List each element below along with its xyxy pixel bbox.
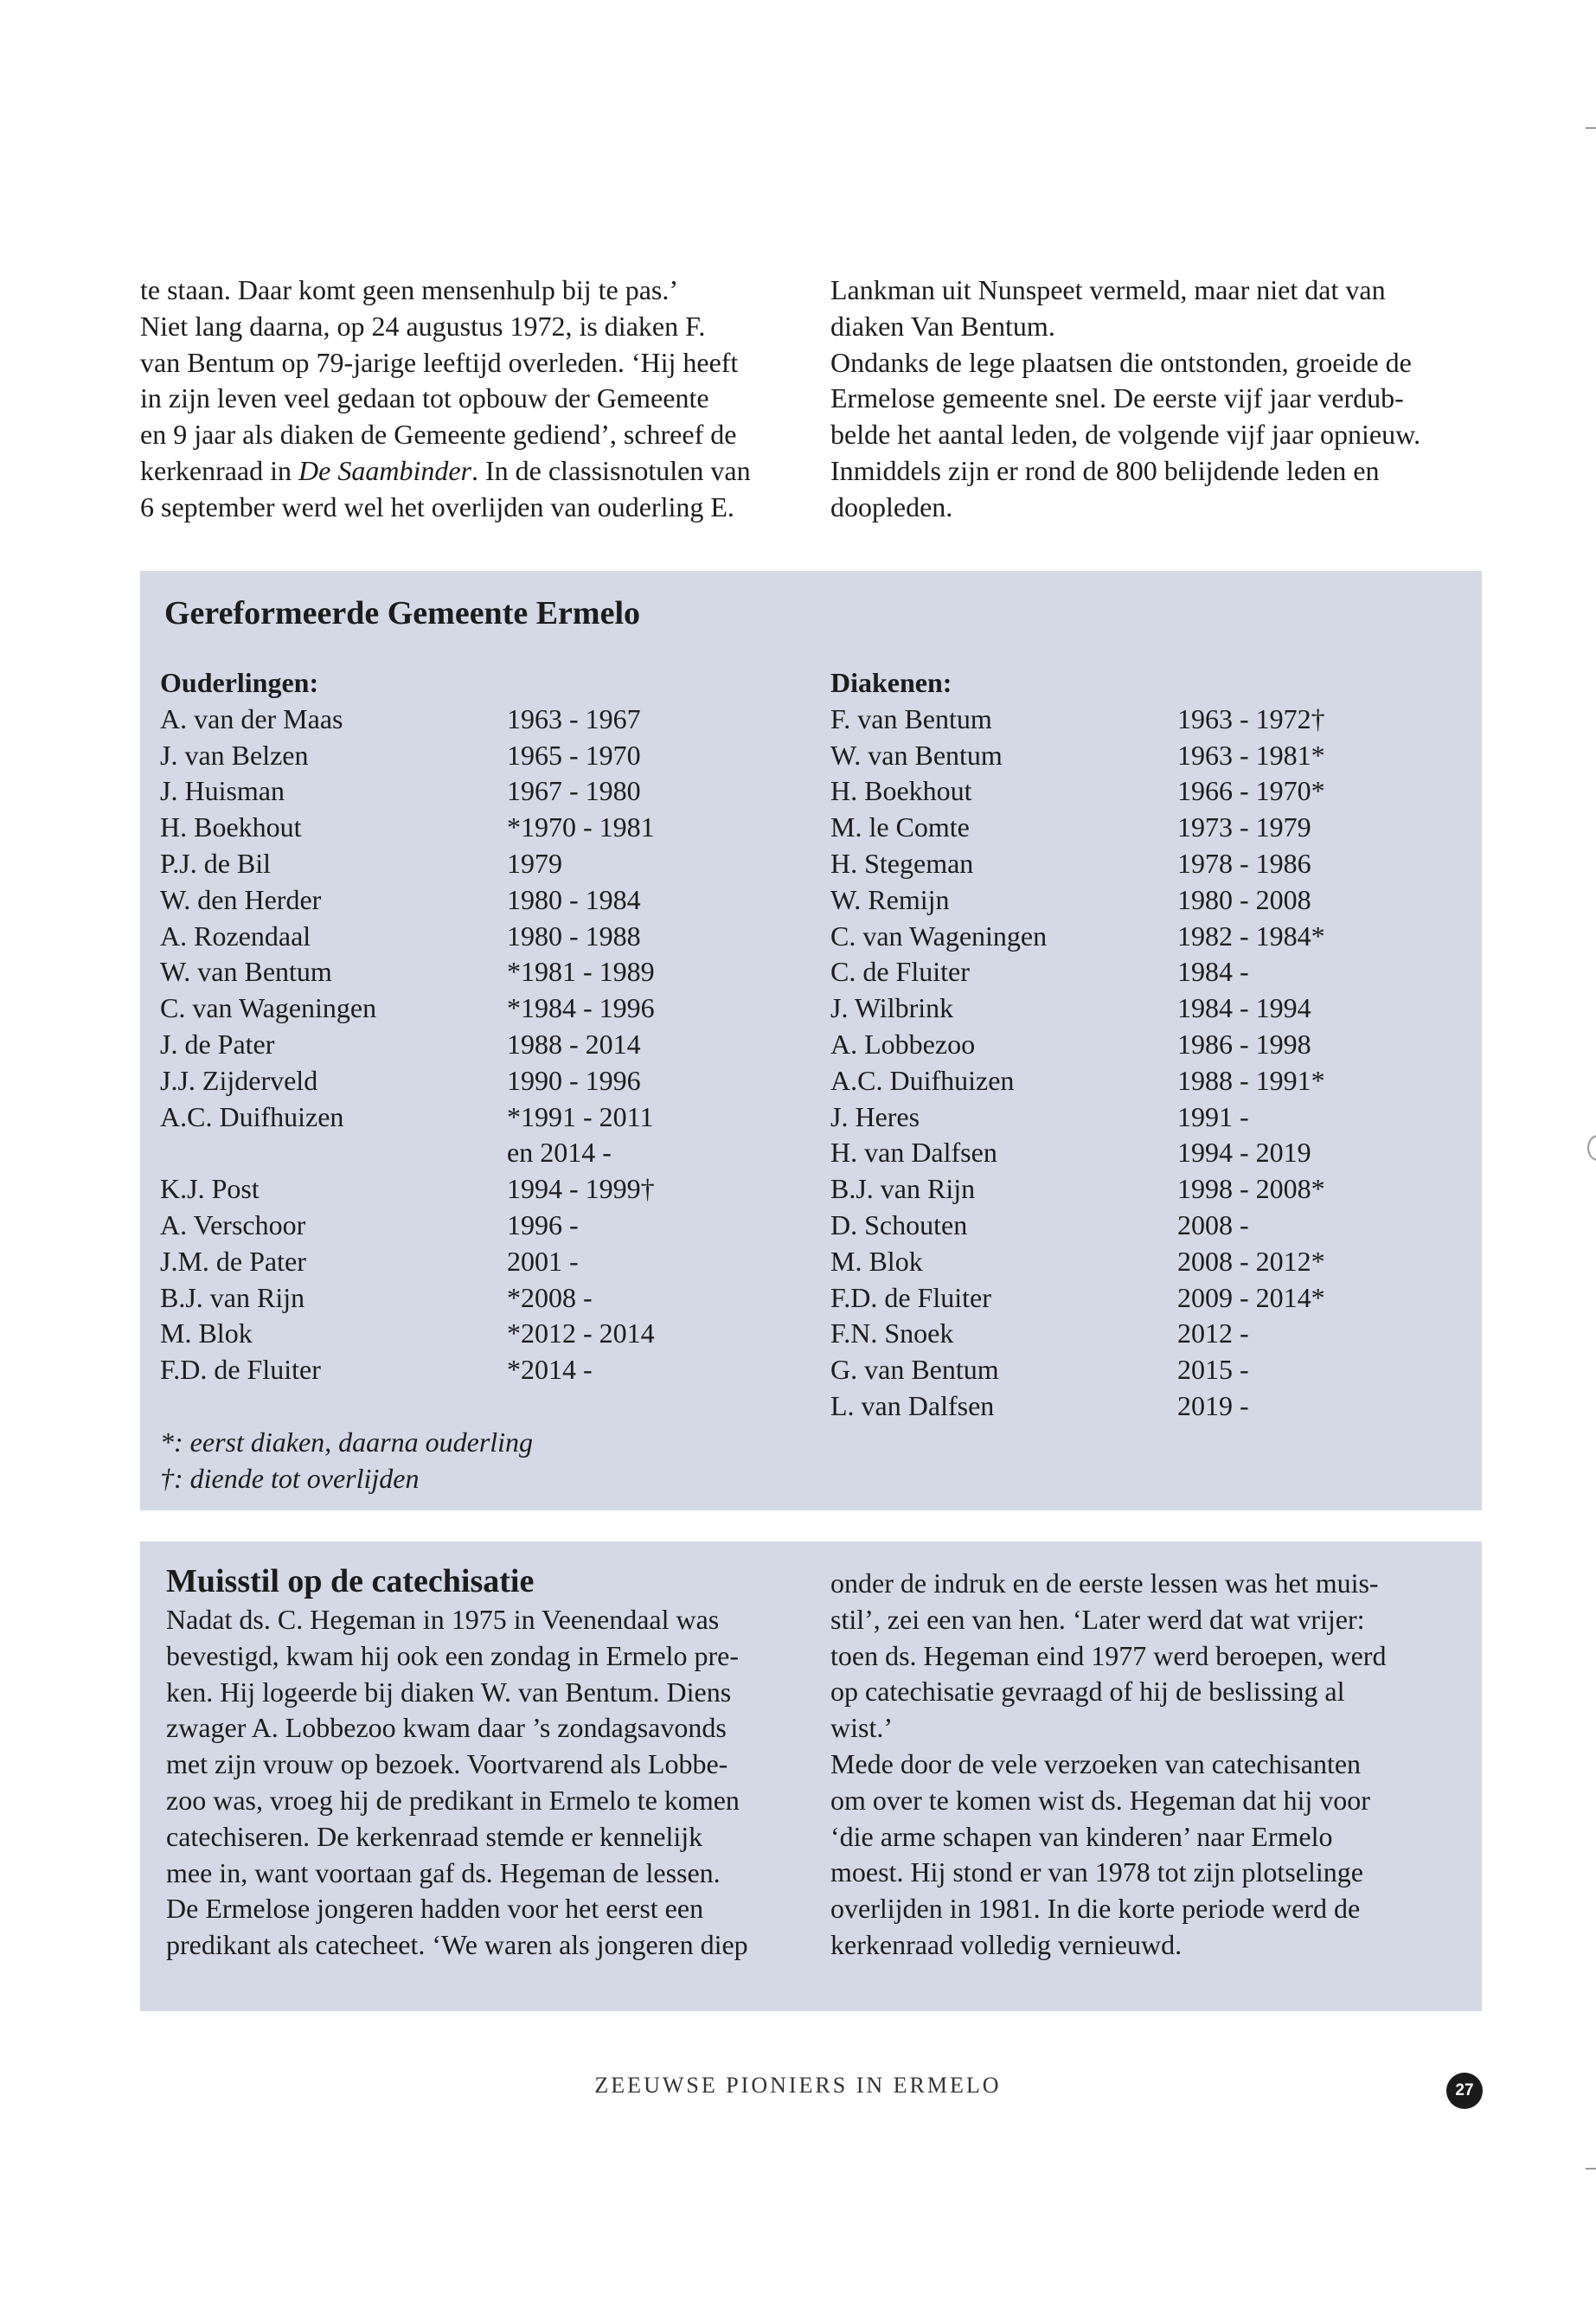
officer-name: H. Boekhout xyxy=(830,775,972,807)
text-line: wist.’ xyxy=(830,1712,893,1744)
officer-term: 1984 - xyxy=(1177,956,1249,988)
officer-term: *1981 - 1989 xyxy=(507,956,655,988)
deacons-heading: Diakenen: xyxy=(830,667,952,698)
text-line: bevestigd, kwam hij ook een zondag in Ermelo pre- xyxy=(166,1639,740,1671)
officer-name: D. Schouten xyxy=(830,1208,968,1240)
officer-term: *2008 - xyxy=(507,1281,593,1313)
officer-name: W. den Herder xyxy=(160,883,322,915)
list-item xyxy=(160,919,826,955)
list-item xyxy=(160,1316,826,1352)
officer-name: H. Boekhout xyxy=(160,811,302,843)
officer-name: J. Huisman xyxy=(160,775,285,807)
list-item xyxy=(160,738,826,774)
officer-name: F.N. Snoek xyxy=(830,1317,954,1349)
text-line: diaken Van Bentum. xyxy=(830,310,1055,342)
text-line: predikant als catecheet. ‘We waren als jongeren diep xyxy=(166,1929,748,1961)
officer-term: 1966 - 1970* xyxy=(1177,775,1325,807)
list-item xyxy=(160,1208,826,1244)
list-item xyxy=(830,990,1497,1027)
officer-name: C. de Fluiter xyxy=(830,956,970,988)
text-line: overlijden in 1981. In die korte periode werd de xyxy=(830,1893,1361,1925)
officer-name: A. Rozendaal xyxy=(160,920,311,952)
text-line: Inmiddels zijn er rond de 800 belijdende leden en xyxy=(830,454,1380,486)
list-item xyxy=(160,1027,826,1063)
officer-name: F. van Bentum xyxy=(830,702,992,734)
officer-name: C. van Wageningen xyxy=(830,920,1048,952)
officer-name: F.D. de Fluiter xyxy=(830,1281,991,1313)
list-item xyxy=(160,846,826,882)
list-item xyxy=(160,773,826,810)
officer-name: B.J. van Rijn xyxy=(160,1281,305,1313)
text-line: doopleden. xyxy=(830,490,953,522)
officer-term: *1970 - 1981 xyxy=(507,811,655,843)
list-item xyxy=(830,1352,1497,1388)
list-item xyxy=(160,990,826,1027)
list-item xyxy=(830,919,1497,955)
officer-term: 1982 - 1984* xyxy=(1177,920,1325,952)
officer-term: 1978 - 1986 xyxy=(1177,847,1311,879)
officer-name: K.J. Post xyxy=(160,1173,260,1205)
text-line: om over te komen wist ds. Hegeman dat hij voor xyxy=(830,1784,1370,1816)
text-line: met zijn vrouw op bezoek. Voortvarend als Lobbe- xyxy=(166,1748,728,1780)
catechisatie-box xyxy=(140,1541,1482,2011)
officer-term: 1979 xyxy=(507,847,562,879)
text-line: mee in, want voortaan gaf ds. Hegeman de lessen. xyxy=(166,1856,721,1888)
officer-name: J. de Pater xyxy=(160,1028,275,1060)
legend-first-deacon: *: eerst diaken, daarna ouderling xyxy=(160,1426,534,1458)
list-item xyxy=(160,702,826,738)
publication-title: De Saambinder xyxy=(298,454,471,486)
text-line: stil’, zei een van hen. ‘Later werd dat wat vrijer: xyxy=(830,1603,1365,1635)
officer-name: J. Wilbrink xyxy=(830,992,954,1024)
text-span: kerkenraad in xyxy=(140,454,299,486)
officer-name: A. Verschoor xyxy=(160,1208,306,1240)
spacer xyxy=(160,1388,826,1425)
text-line: De Ermelose jongeren hadden voor het eerst een xyxy=(166,1893,704,1925)
officer-term: 2008 - xyxy=(1177,1208,1249,1240)
officer-term: 1984 - 1994 xyxy=(1177,992,1311,1024)
officer-term: en 2014 - xyxy=(507,1137,612,1169)
officer-term: 1996 - xyxy=(507,1208,579,1240)
text-line: van Bentum op 79-jarige leeftijd overleden. ‘Hij heeft xyxy=(140,346,739,378)
intro-right-column xyxy=(830,272,1497,526)
officer-name: M. Blok xyxy=(160,1317,253,1349)
text-line: moest. Hij stond er van 1978 tot zijn plotselinge xyxy=(830,1856,1363,1888)
text-line: op catechisatie gevraagd of hij de beslissing al xyxy=(830,1676,1345,1708)
officer-term: 1965 - 1970 xyxy=(507,739,641,771)
text-line: Ermelose gemeente snel. De eerste vijf jaar verdub- xyxy=(830,382,1404,414)
intro-left-column xyxy=(140,272,806,526)
text-line: onder de indruk en de eerste lessen was het muis- xyxy=(830,1567,1379,1599)
officer-name: A.C. Duifhuizen xyxy=(160,1100,344,1132)
text-line: ken. Hij logeerde bij diaken W. van Bentum. Diens xyxy=(166,1676,732,1708)
page-number-badge: 27 xyxy=(1446,2073,1483,2109)
text-line: 6 september werd wel het overlijden van ouderling E. xyxy=(140,490,734,522)
officer-term: 1963 - 1981* xyxy=(1177,739,1325,771)
text-line xyxy=(140,453,806,490)
officer-term: 1988 - 2014 xyxy=(507,1028,641,1060)
list-item xyxy=(830,1208,1497,1244)
list-item xyxy=(160,1352,826,1388)
officer-name: W. Remijn xyxy=(830,883,950,915)
text-line: ‘die arme schapen van kinderen’ naar Ermelo xyxy=(830,1820,1333,1852)
text-line: in zijn leven veel gedaan tot opbouw der Gemeente xyxy=(140,382,709,414)
list-item xyxy=(830,738,1497,774)
officer-term: 1980 - 2008 xyxy=(1177,883,1311,915)
list-item xyxy=(160,882,826,919)
text-line: Lankman uit Nunspeet vermeld, maar niet dat van xyxy=(830,274,1386,305)
officer-term: 1967 - 1980 xyxy=(507,775,641,807)
catechisatie-left-column xyxy=(166,1602,832,1964)
list-item xyxy=(830,954,1497,990)
list-item xyxy=(830,1135,1497,1171)
running-footer-title: ZEEUWSE PIONIERS IN ERMELO xyxy=(594,2073,1002,2098)
officer-name: G. van Bentum xyxy=(830,1354,999,1386)
officer-term: 1990 - 1996 xyxy=(507,1064,641,1096)
list-item xyxy=(830,810,1497,846)
officer-term: 1994 - 2019 xyxy=(1177,1137,1311,1169)
text-line: zwager A. Lobbezoo kwam daar ’s zondagsavonds xyxy=(166,1712,727,1744)
registration-mark-icon xyxy=(1587,1135,1596,1161)
list-item xyxy=(160,1135,826,1171)
officer-name: P.J. de Bil xyxy=(160,847,272,879)
list-item xyxy=(830,773,1497,810)
officer-term: 2009 - 2014* xyxy=(1177,1281,1325,1313)
officer-name: L. van Dalfsen xyxy=(830,1389,995,1421)
officer-term: 1980 - 1988 xyxy=(507,920,641,952)
officer-name: W. van Bentum xyxy=(830,739,1003,771)
officer-name: M. Blok xyxy=(830,1245,923,1277)
officer-name: J. Heres xyxy=(830,1100,920,1132)
crop-mark xyxy=(1586,127,1596,129)
officer-term: *2012 - 2014 xyxy=(507,1317,655,1349)
officer-name: B.J. van Rijn xyxy=(830,1173,976,1205)
list-item xyxy=(160,1063,826,1099)
officer-term: 2008 - 2012* xyxy=(1177,1245,1325,1277)
officer-term: *1991 - 2011 xyxy=(507,1100,654,1132)
officer-term: 1988 - 1991* xyxy=(1177,1064,1325,1096)
officer-term: *1984 - 1996 xyxy=(507,992,655,1024)
legend-served-until-death: †: diende tot overlijden xyxy=(160,1462,420,1494)
officer-term: 2015 - xyxy=(1177,1354,1249,1386)
officer-term: 1986 - 1998 xyxy=(1177,1028,1311,1060)
officer-name: J.J. Zijderveld xyxy=(160,1064,318,1096)
list-item xyxy=(160,954,826,990)
list-item xyxy=(830,1099,1497,1136)
deacons-list xyxy=(830,665,1497,1425)
text-line: te staan. Daar komt geen mensenhulp bij te pas.’ xyxy=(140,274,679,305)
officer-term: *2014 - xyxy=(507,1354,593,1386)
text-line: belde het aantal leden, de volgende vijf jaar opnieuw. xyxy=(830,419,1421,451)
officers-box-title: Gereformeerde Gemeente Ermelo xyxy=(164,595,640,631)
officer-term: 1963 - 1967 xyxy=(507,702,641,734)
catechisatie-right-column xyxy=(830,1566,1497,1964)
list-item xyxy=(160,810,826,846)
list-item xyxy=(830,1280,1497,1317)
list-item xyxy=(830,1171,1497,1208)
officer-name xyxy=(160,1135,507,1171)
officer-term: 2019 - xyxy=(1177,1389,1249,1421)
officer-name: A. Lobbezoo xyxy=(830,1028,976,1060)
text-line: toen ds. Hegeman eind 1977 werd beroepen, werd xyxy=(830,1639,1387,1671)
elders-heading: Ouderlingen: xyxy=(160,667,319,698)
text-line: Ondanks de lege plaatsen die ontstonden, groeide de xyxy=(830,346,1412,378)
text-line: Nadat ds. C. Hegeman in 1975 in Veenendaal was xyxy=(166,1604,720,1635)
list-item xyxy=(160,1280,826,1317)
officer-name: H. van Dalfsen xyxy=(830,1137,997,1169)
officer-name: J.M. de Pater xyxy=(160,1245,306,1277)
list-item xyxy=(830,1244,1497,1280)
officer-term: 2001 - xyxy=(507,1245,579,1277)
officer-name: A. van der Maas xyxy=(160,702,343,734)
officer-term: 1998 - 2008* xyxy=(1177,1173,1325,1205)
list-item xyxy=(830,1316,1497,1352)
list-item xyxy=(830,1388,1497,1425)
officer-name: J. van Belzen xyxy=(160,739,309,771)
officer-name: H. Stegeman xyxy=(830,847,974,879)
text-line: en 9 jaar als diaken de Gemeente gediend’, schreef de xyxy=(140,419,737,451)
text-line: zoo was, vroeg hij de predikant in Ermelo te komen xyxy=(166,1784,740,1816)
list-item xyxy=(830,882,1497,919)
officer-name: M. le Comte xyxy=(830,811,970,843)
list-item xyxy=(830,1027,1497,1063)
list-item xyxy=(160,1171,826,1208)
officer-name: W. van Bentum xyxy=(160,956,332,988)
text-line: catechiseren. De kerkenraad stemde er kennelijk xyxy=(166,1820,703,1852)
elders-list xyxy=(160,665,826,1497)
officer-term: 1991 - xyxy=(1177,1100,1249,1132)
list-item xyxy=(830,846,1497,882)
list-item xyxy=(160,1099,826,1136)
officer-term: 1963 - 1972† xyxy=(1177,702,1325,734)
officer-term: 2012 - xyxy=(1177,1317,1249,1349)
text-span: . In de classisnotulen van xyxy=(471,454,751,486)
officer-name: C. van Wageningen xyxy=(160,992,377,1024)
crop-mark xyxy=(1586,2168,1596,2170)
officer-term: 1973 - 1979 xyxy=(1177,811,1311,843)
list-item xyxy=(830,1063,1497,1099)
text-line: kerkenraad volledig vernieuwd. xyxy=(830,1928,1183,1960)
text-line: Mede door de vele verzoeken van catechisanten xyxy=(830,1747,1362,1779)
text-line: Niet lang daarna, op 24 augustus 1972, is diaken F. xyxy=(140,310,706,342)
officer-name: F.D. de Fluiter xyxy=(160,1354,321,1386)
officers-box xyxy=(140,571,1482,1510)
list-item xyxy=(830,702,1497,738)
catechisatie-box-title: Muisstil op de catechisatie xyxy=(166,1563,535,1599)
officer-term: 1980 - 1984 xyxy=(507,883,641,915)
list-item xyxy=(160,1244,826,1280)
officer-term: 1994 - 1999† xyxy=(507,1173,655,1205)
officer-name: A.C. Duifhuizen xyxy=(830,1064,1015,1096)
